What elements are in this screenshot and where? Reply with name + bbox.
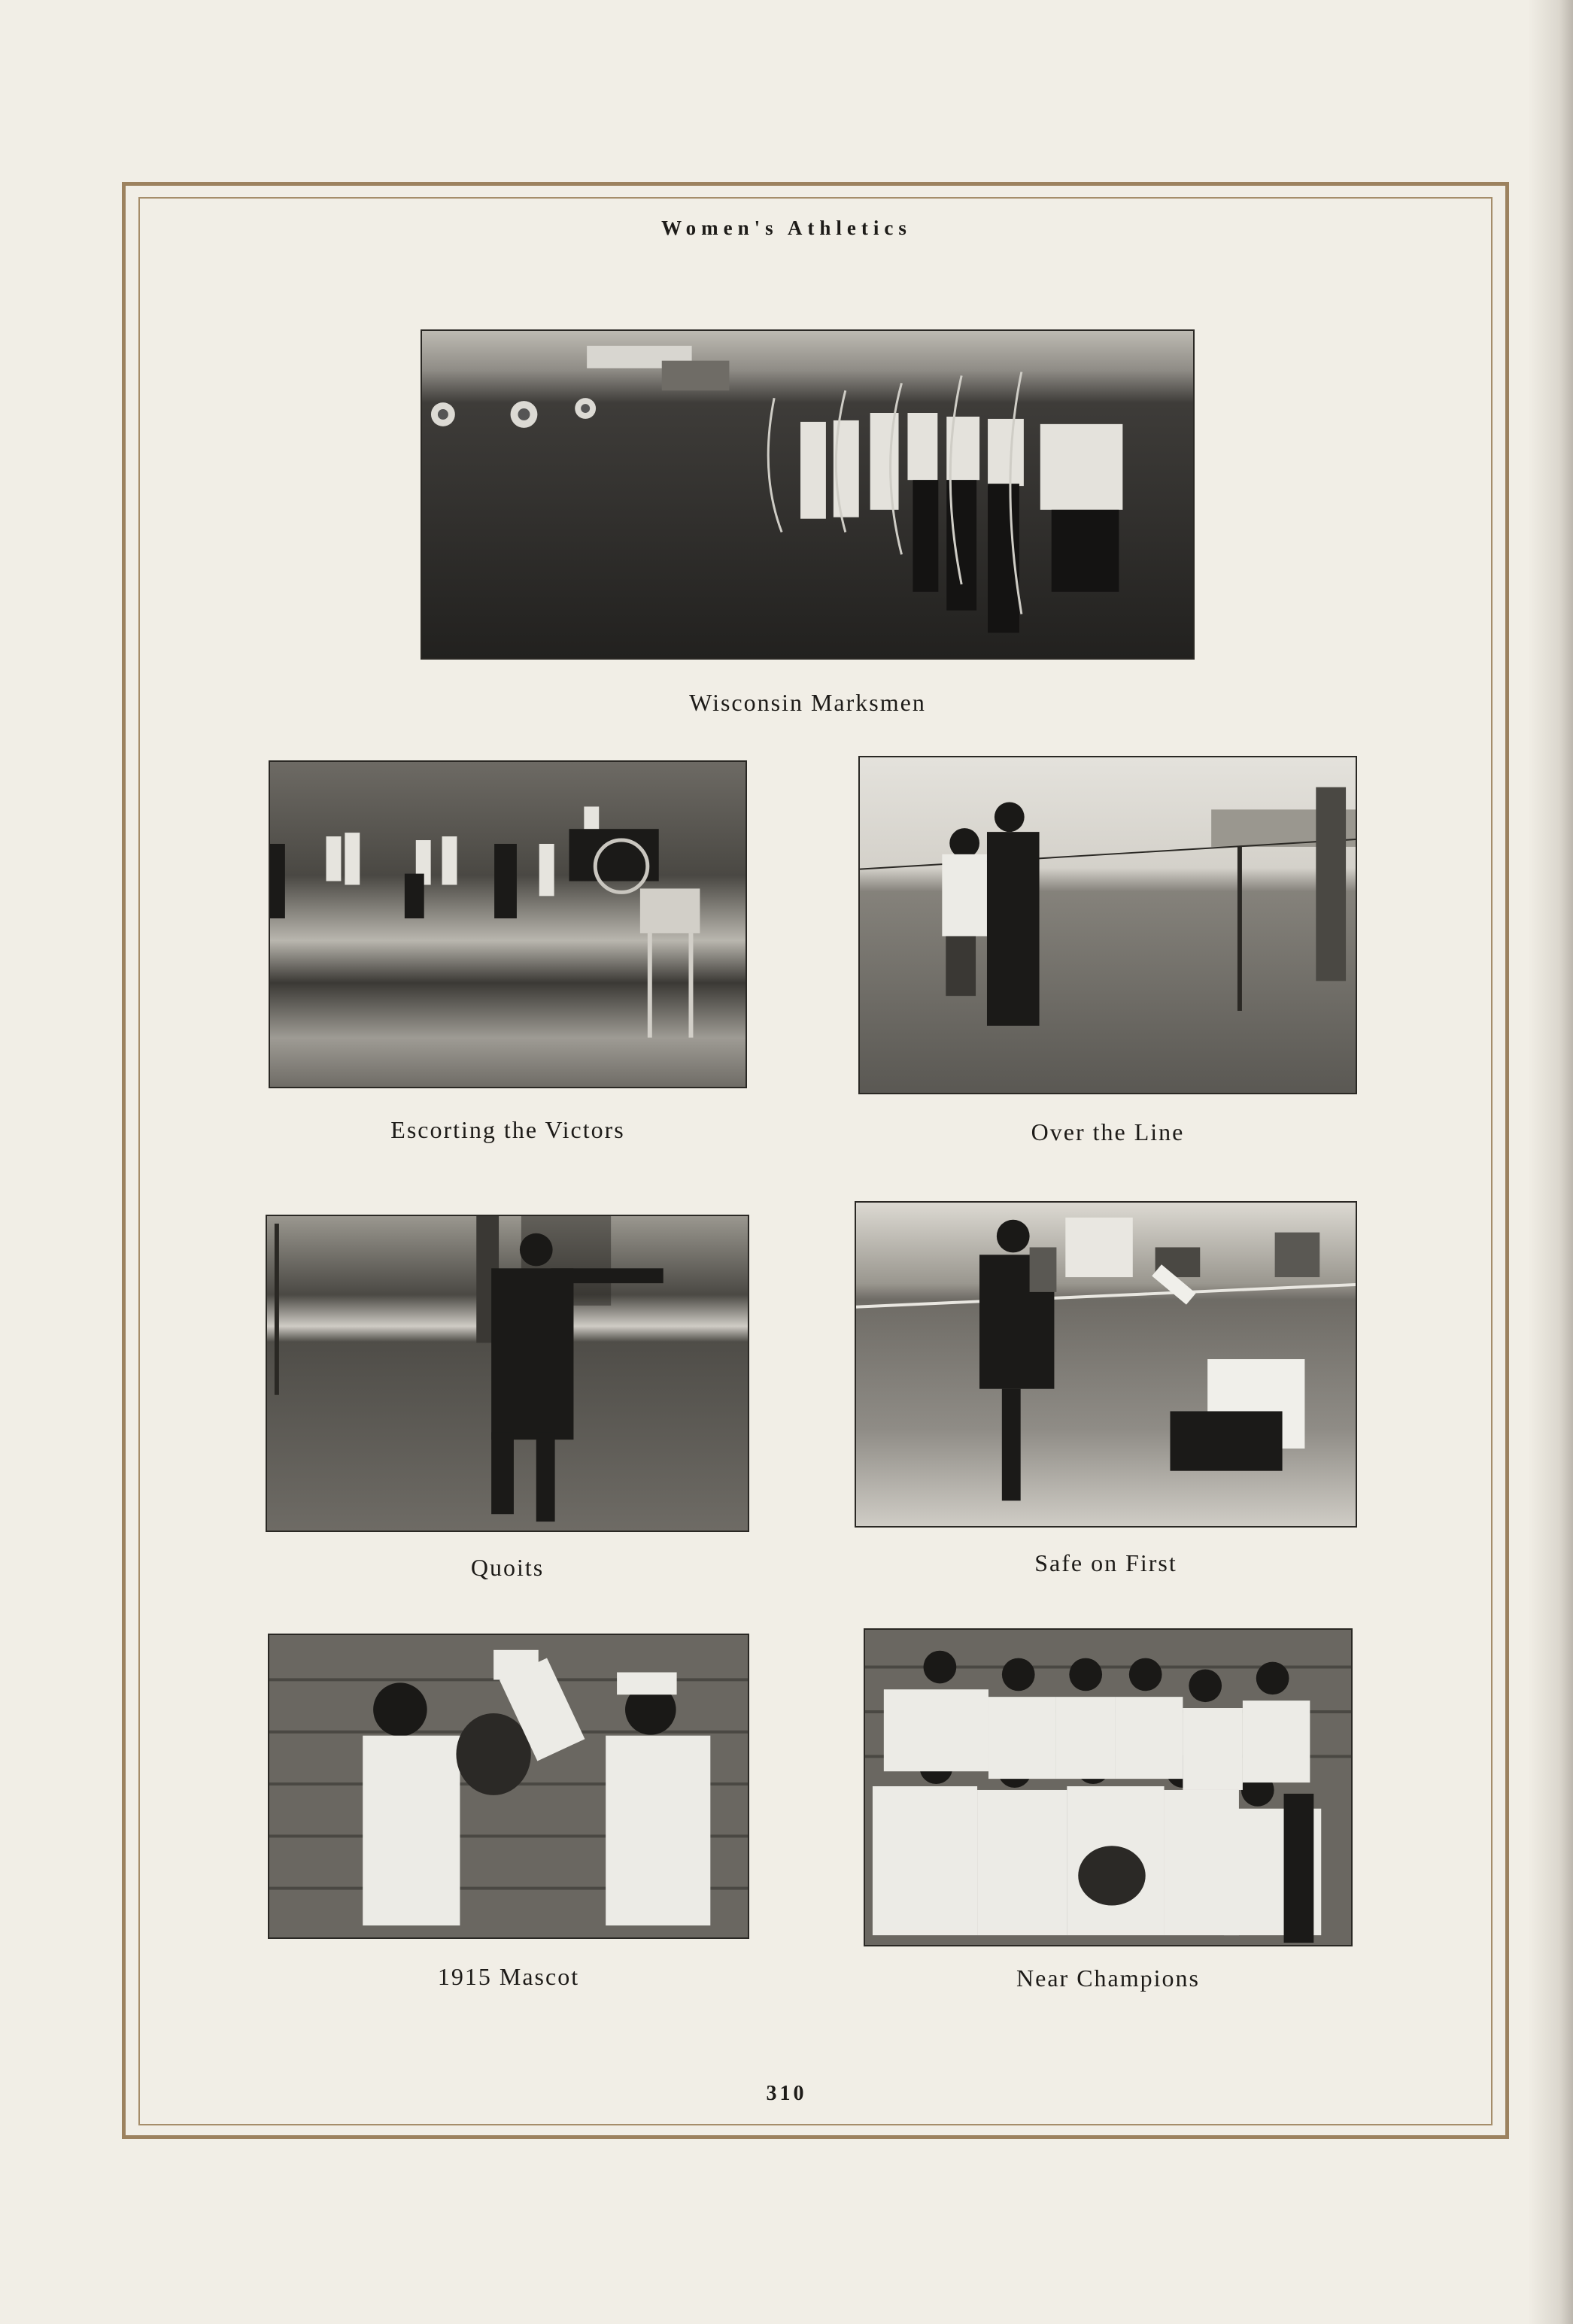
photo-near-champions [864,1628,1353,1946]
caption-over-the-line: Over the Line [1031,1118,1185,1145]
photo-quoits [266,1215,749,1532]
caption-near-champions: Near Champions [1016,1964,1200,1992]
photo-wisconsin-marksmen [421,329,1195,660]
caption-safe-on-first: Safe on First [1034,1549,1177,1576]
page-number: 310 [766,2082,807,2105]
photo-safe-on-first [855,1201,1357,1528]
caption-escorting-the-victors: Escorting the Victors [390,1116,625,1143]
book-spine-shadow [1528,0,1573,2324]
photo-over-the-line [858,756,1357,1094]
caption-wisconsin-marksmen: Wisconsin Marksmen [689,689,926,716]
caption-1915-mascot: 1915 Mascot [437,1963,580,1990]
caption-quoits: Quoits [470,1554,545,1581]
photo-1915-mascot [268,1634,749,1939]
photo-escorting-the-victors [269,760,747,1088]
running-head: Women's Athletics [661,217,912,239]
